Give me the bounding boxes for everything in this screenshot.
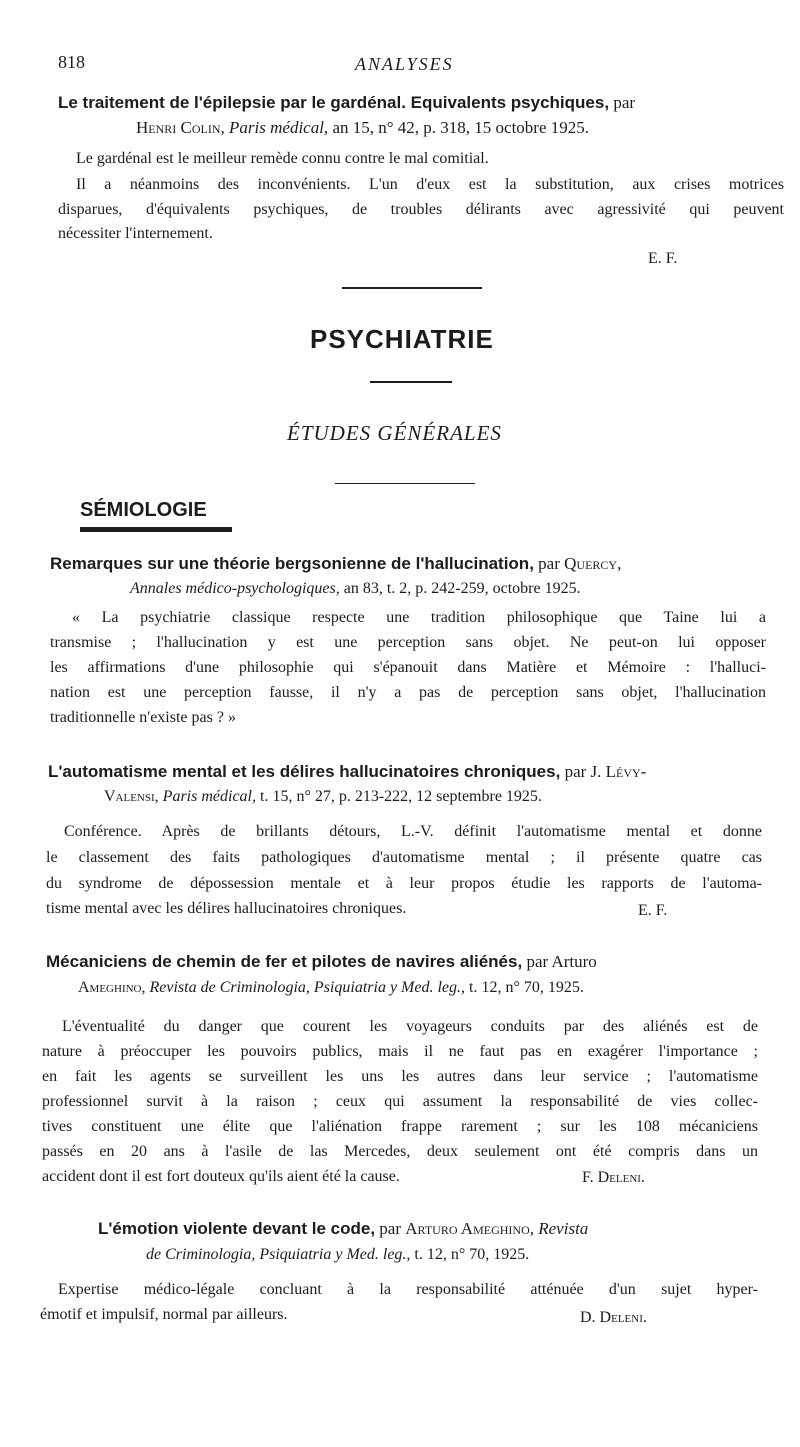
article4-author-last: Ameghino, [78,979,146,996]
article4-body-l5: tives constituent une élite que l'aliénation frappe rarement ; sur les 108 mécaniciens [42,1118,758,1135]
article5-journal-part2: de Criminologia, Psiquiatria y Med. leg., [146,1246,411,1263]
article2-title-line [50,552,621,576]
section-heading: PSYCHIATRIE [310,324,494,354]
article4-body-l2: nature à préoccuper les pouvoirs publics, mais il ne faut pas en exagérer l'importance ; [42,1043,758,1060]
article3-body-l2: le classement des faits pathologiques d'automatisme mental ; il présente quatre cas [46,849,762,866]
article1-journal: Paris médical, [229,118,329,137]
article5-title: L'émotion violente devant le code, [98,1219,376,1238]
divider-rule [335,483,475,484]
divider-rule [370,381,452,383]
article1-body-l4: nécessiter l'internement. [58,225,213,242]
article5-citation-line [146,1243,529,1267]
article5-citation: t. 12, n° 70, 1925. [414,1246,530,1263]
divider-rule [342,287,482,289]
running-title: ANALYSES [355,54,454,74]
article3-author-part2: Valensi, [104,788,159,805]
article3-body-l1: Conférence. Après de brillants détours, L.-V. définit l'automatisme mental et donne [64,823,762,840]
article3-body-l4: tisme mental avec les délires hallucinatoires chroniques. [46,900,407,917]
article1-by: par [613,93,636,112]
article4-journal: Revista de Criminologia, Psiquiatria y Med. leg., [149,979,466,996]
page-number: 818 [58,52,85,72]
article4-body-l7: accident dont il est fort douteux qu'ils aient été la cause. [42,1168,400,1185]
article2-by: par [538,554,560,573]
article3-body-l3: du syndrome de dépossession mentale et à leur propos étudie les rapports de l'automa- [46,875,762,892]
article4-author-first: Arturo [551,952,597,971]
article2-body-l4: nation est une perception fausse, il n'y a pas de perception sans objet, l'hallucination [50,684,766,701]
article4-body-l4: professionnel survit à la raison ; ceux qui assument la responsabilité de vies collec- [42,1093,758,1110]
article4-title-line [46,950,758,974]
section-subheading: ÉTUDES GÉNÉRALES [287,421,502,445]
article3-author-part1: J. Lévy- [590,762,647,781]
article3-citation: t. 15, n° 27, p. 213-222, 12 septembre 1925. [260,788,542,805]
category-heading: SÉMIOLOGIE [80,499,207,521]
article1-citation-line [136,116,589,140]
article1-signature: E. F. [648,250,678,267]
article4-signature: F. Deleni. [582,1169,645,1186]
article5-author: Arturo Ameghino, [405,1219,534,1238]
article5-body-l1: Expertise médico-légale concluant à la responsabilité atténuée d'un sujet hyper- [58,1281,758,1298]
article5-by: par [379,1219,402,1238]
article1-body-l2: Il a néanmoins des inconvénients. L'un d'eux est la substitution, aux crises motrices [76,176,784,193]
article5-title-line [98,1217,588,1241]
article3-journal: Paris médical, [162,788,256,805]
article4-by: par [526,952,549,971]
article1-title: Le traitement de l'épilepsie par le gardénal. Equivalents psychiques, [58,93,610,112]
article3-by: par [564,762,587,781]
article2-title: Remarques sur une théorie bergsonienne de l'hallucination, [50,554,534,573]
article4-body-l1: L'éventualité du danger que courent les voyageurs conduits par des aliénés est de [62,1018,758,1035]
article3-citation-line [104,785,542,809]
article2-citation: an 83, t. 2, p. 242-259, octobre 1925. [343,580,581,597]
article2-body-l2: transmise ; l'hallucination y est une perception sans objet. Ne peut-on lui opposer [50,634,766,651]
article4-citation: t. 12, n° 70, 1925. [469,979,584,996]
article1-title-line [58,91,774,115]
category-underline [80,527,232,532]
article2-body-l1: « La psychiatrie classique respecte une tradition philosophique que Taine lui a [72,609,766,626]
article2-citation-line [130,577,581,601]
article2-author: Quercy, [564,554,622,573]
article3-title: L'automatisme mental et les délires hallucinatoires chroniques, [48,762,561,781]
article5-signature: D. Deleni. [580,1309,647,1326]
article2-journal: Annales médico-psychologiques, [130,580,340,597]
article2-body-l3: les affirmations d'une philosophie qui s'épanouit dans Matière et Mémoire : l'halluci- [50,659,766,676]
article4-body-l6: passés en 20 ans à l'asile de las Mercedes, deux seulement ont été compris dans un [42,1143,758,1160]
article3-title-line [48,760,646,784]
article2-body-l5: traditionnelle n'existe pas ? » [50,709,236,726]
article4-title: Mécaniciens de chemin de fer et pilotes de navires aliénés, [46,952,523,971]
article5-body-l2: émotif et impulsif, normal par ailleurs. [40,1306,288,1323]
article1-citation: an 15, n° 42, p. 318, 15 octobre 1925. [332,118,590,137]
article1-body-l3: disparues, d'équivalents psychiques, de troubles délirants avec agressivité qui peuvent [58,201,784,218]
article4-body-l3: en fait les agents se surveillent les uns les autres dans leur service ; l'automatisme [42,1068,758,1085]
article4-citation-line [78,976,584,1000]
article1-body-l1: Le gardénal est le meilleur remède connu contre le mal comitial. [76,150,489,167]
article3-signature: E. F. [638,902,668,919]
article1-author: Henri Colin, [136,118,225,137]
article5-journal-part1: Revista [538,1219,589,1238]
